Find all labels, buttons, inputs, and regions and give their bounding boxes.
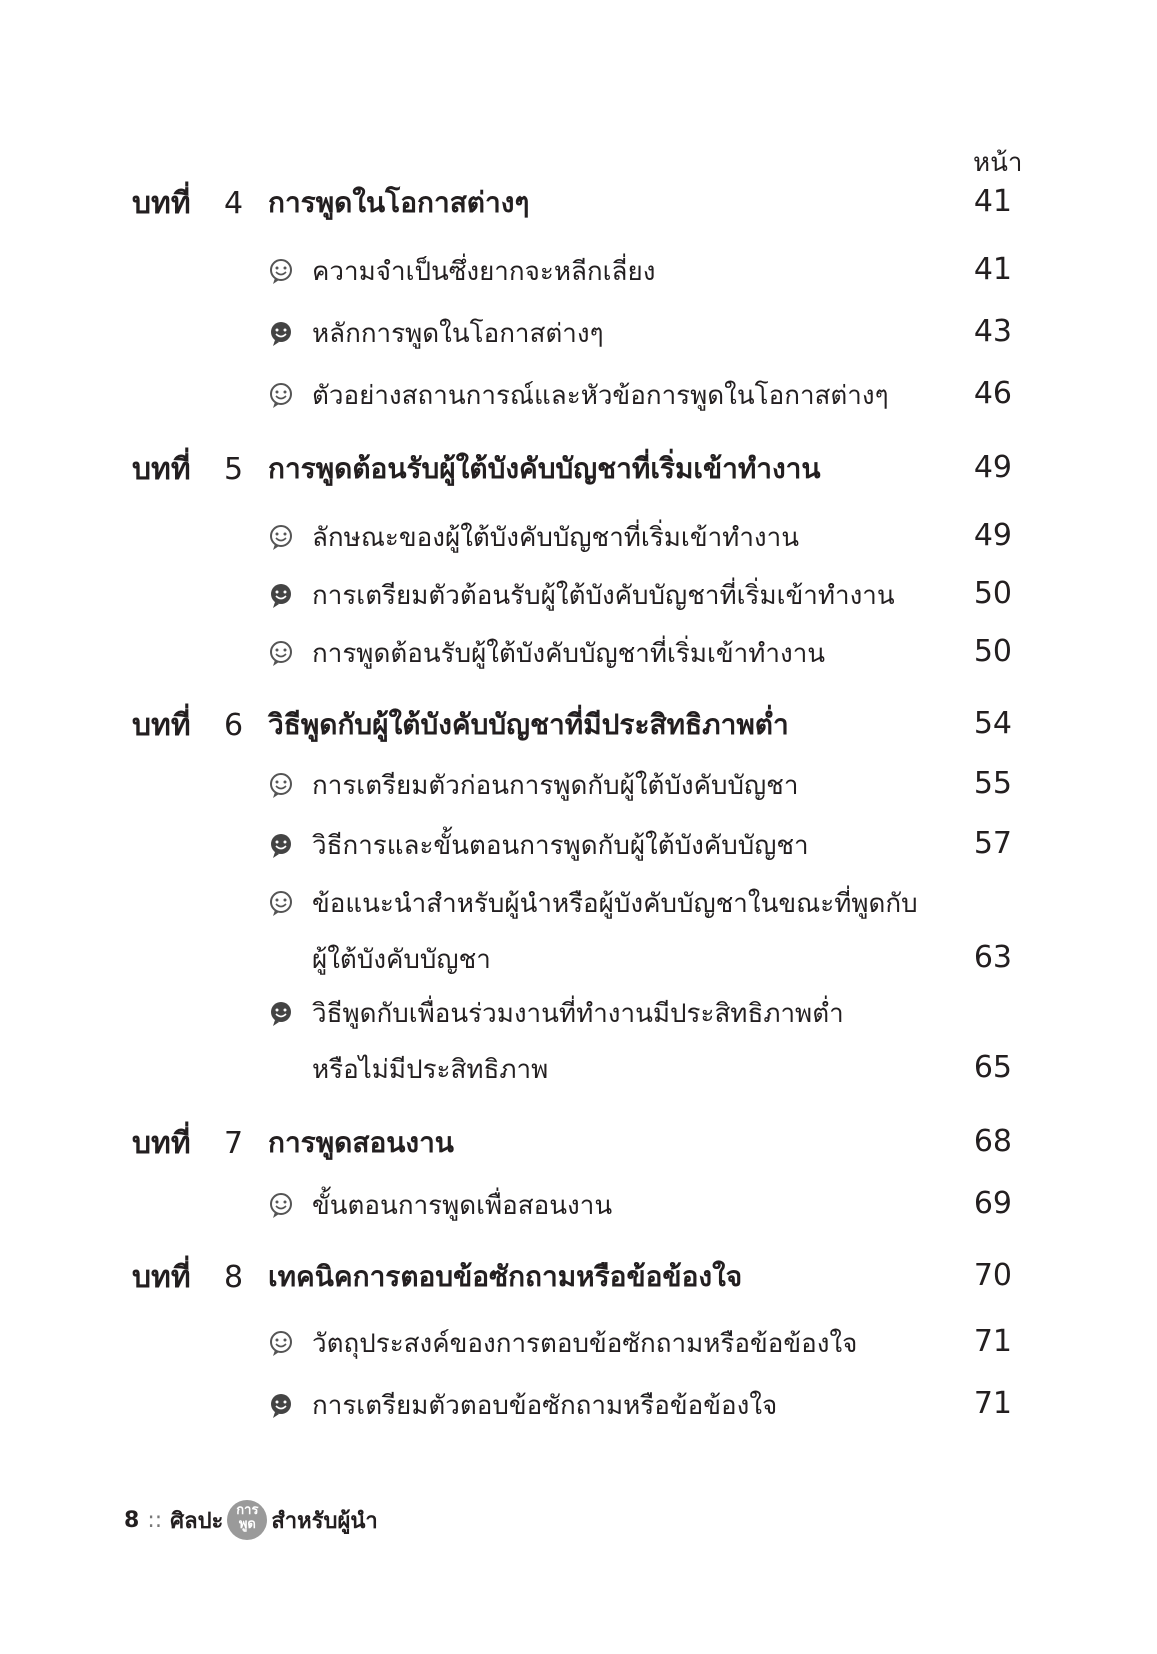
toc-item-text: ลักษณะของผู้ใต้บังคับบัญชาที่เริ่มเข้าทำงาน <box>312 523 799 553</box>
smiley-filled-icon <box>268 1000 294 1028</box>
toc-item-text: การพูดต้อนรับผู้ใต้บังคับบัญชาที่เริ่มเข้าทำงาน <box>312 639 826 669</box>
smiley-outline-icon <box>268 640 294 668</box>
smiley-outline-icon <box>268 382 294 410</box>
chapter-heading <box>132 1254 1012 1300</box>
toc-item-page: 49 <box>973 518 1012 553</box>
toc-item-text: การเตรียมตัวตอบข้อซักถามหรือข้อข้องใจ <box>312 1391 778 1421</box>
footer-page-number: 8 <box>124 1507 140 1533</box>
chapter-heading <box>132 446 1012 492</box>
footer-title-part2: สำหรับผู้นำ <box>271 1508 378 1534</box>
toc-item <box>268 1378 928 1434</box>
toc-item <box>268 510 928 566</box>
smiley-outline-icon <box>268 772 294 800</box>
toc-item <box>268 306 928 362</box>
toc-item-page: 69 <box>973 1186 1012 1221</box>
toc-item-page: 41 <box>973 252 1012 287</box>
bubble-top-text: การ <box>236 1503 259 1518</box>
chapter-word: บทที่ <box>132 1125 191 1161</box>
toc-item <box>268 986 928 1098</box>
chapter-number: 6 <box>224 707 244 743</box>
chapter-title: การพูดสอนงาน <box>268 1126 454 1159</box>
toc-item-page: 63 <box>973 940 1012 975</box>
toc-item-page: 43 <box>973 314 1012 349</box>
footer-title-part1: ศิลปะ <box>170 1508 224 1534</box>
smiley-outline-icon <box>268 524 294 552</box>
chapter-number: 5 <box>224 451 244 487</box>
chapter-page-number: 41 <box>973 184 1012 219</box>
toc-item-page: 71 <box>973 1324 1012 1359</box>
footer-separator: :: <box>147 1507 163 1533</box>
toc-item-text: ความจำเป็นซึ่งยากจะหลีกเลี่ยง <box>312 257 656 287</box>
toc-item <box>268 1178 928 1234</box>
toc-item <box>268 758 928 814</box>
toc-item <box>268 1316 928 1372</box>
toc-item-page: 50 <box>973 634 1012 669</box>
toc-item <box>268 818 928 874</box>
smiley-filled-icon <box>268 320 294 348</box>
toc-item <box>268 568 928 624</box>
toc-item <box>268 244 928 300</box>
chapter-heading <box>132 1120 1012 1166</box>
smiley-outline-icon <box>268 890 294 918</box>
chapter-word: บทที่ <box>132 451 191 487</box>
toc-item-page: 50 <box>973 576 1012 611</box>
toc-item-text-continued: ผู้ใต้บังคับบัญชา <box>312 945 491 975</box>
chapter-number: 4 <box>224 185 244 221</box>
chapter-page-number: 54 <box>973 706 1012 741</box>
chapter-number: 7 <box>224 1125 244 1161</box>
smiley-filled-icon <box>268 832 294 860</box>
page-footer <box>124 1500 378 1540</box>
chapter-number: 8 <box>224 1259 244 1295</box>
toc-item-page: 71 <box>973 1386 1012 1421</box>
toc-item-text: วิธีการและขั้นตอนการพูดกับผู้ใต้บังคับบัญชา <box>312 831 809 861</box>
chapter-page-number: 70 <box>973 1258 1012 1293</box>
chapter-heading <box>132 702 1012 748</box>
chapter-title: วิธีพูดกับผู้ใต้บังคับบัญชาที่มีประสิทธิภาพต่ำ <box>268 708 789 741</box>
smiley-outline-icon <box>268 1192 294 1220</box>
toc-item-text: ตัวอย่างสถานการณ์และหัวข้อการพูดในโอกาสต่างๆ <box>312 381 889 411</box>
chapter-title: การพูดในโอกาสต่างๆ <box>268 186 530 219</box>
page-label: หน้า <box>973 148 1023 178</box>
toc-item-text: การเตรียมตัวก่อนการพูดกับผู้ใต้บังคับบัญชา <box>312 771 799 801</box>
smiley-outline-icon <box>268 258 294 286</box>
toc-item-page: 57 <box>973 826 1012 861</box>
toc-item-text: การเตรียมตัวต้อนรับผู้ใต้บังคับบัญชาที่เริ่มเข้าทำงาน <box>312 581 895 611</box>
toc-item-page: 55 <box>973 766 1012 801</box>
toc-item-page: 65 <box>973 1050 1012 1085</box>
toc-item <box>268 876 928 988</box>
speech-bubble-logo <box>227 1500 267 1540</box>
toc-item <box>268 626 928 682</box>
chapter-title: การพูดต้อนรับผู้ใต้บังคับบัญชาที่เริ่มเข้าทำงาน <box>268 452 821 485</box>
smiley-filled-icon <box>268 582 294 610</box>
chapter-page-number: 68 <box>973 1124 1012 1159</box>
toc-item <box>268 368 928 424</box>
chapter-page-number: 49 <box>973 450 1012 485</box>
chapter-word: บทที่ <box>132 707 191 743</box>
chapter-heading <box>132 180 1012 226</box>
toc-item-text: ขั้นตอนการพูดเพื่อสอนงาน <box>312 1191 613 1221</box>
smiley-filled-icon <box>268 1392 294 1420</box>
toc-item-text: หลักการพูดในโอกาสต่างๆ <box>312 319 604 349</box>
chapter-title: เทคนิคการตอบข้อซักถามหรือข้อข้องใจ <box>268 1260 743 1293</box>
toc-item-text: ข้อแนะนำสำหรับผู้นำหรือผู้บังคับบัญชาในขณะที่พูดกับ <box>312 889 918 919</box>
toc-item-text: วิธีพูดกับเพื่อนร่วมงานที่ทำงานมีประสิทธิภาพต่ำ <box>312 999 844 1029</box>
toc-item-page: 46 <box>973 376 1012 411</box>
bubble-bottom-text: พูด <box>238 1517 256 1532</box>
chapter-word: บทที่ <box>132 185 191 221</box>
toc-item-text-continued: หรือไม่มีประสิทธิภาพ <box>312 1055 549 1085</box>
toc-item-text: วัตถุประสงค์ของการตอบข้อซักถามหรือข้อข้องใจ <box>312 1329 858 1359</box>
chapter-word: บทที่ <box>132 1259 191 1295</box>
smiley-outline-icon <box>268 1330 294 1358</box>
